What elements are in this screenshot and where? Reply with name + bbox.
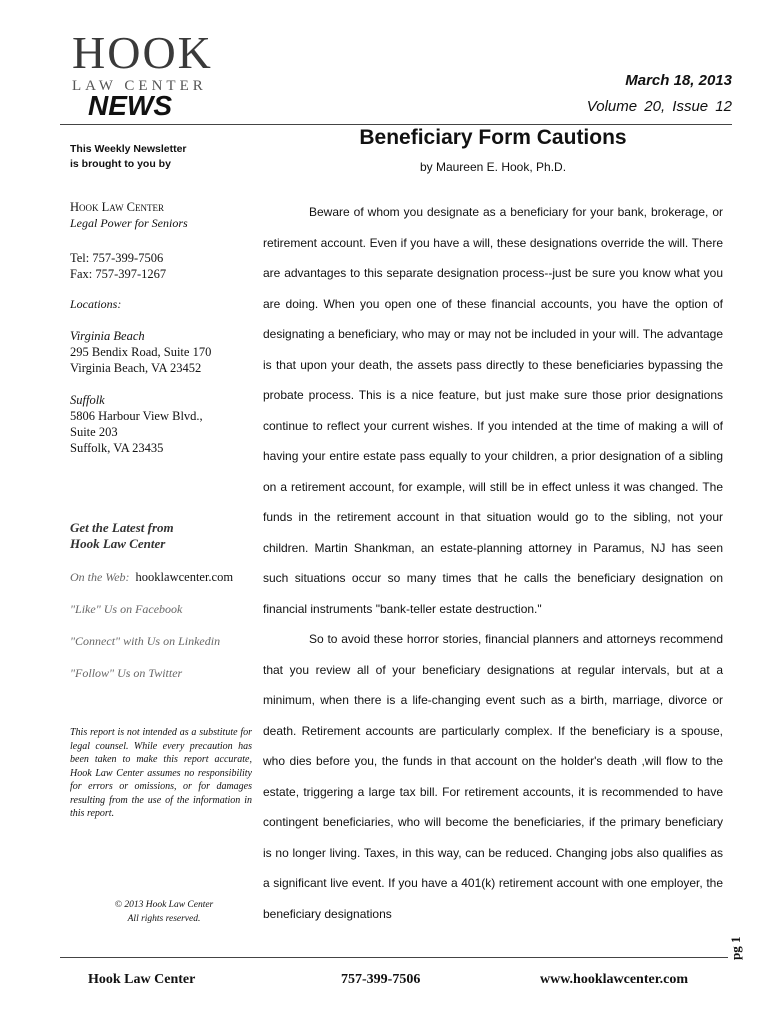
issue-date: March 18, 2013 bbox=[625, 72, 732, 89]
sidebar bbox=[70, 142, 252, 924]
article-byline: by Maureen E. Hook, Ph.D. bbox=[419, 160, 567, 174]
issue-volume: Volume 20, Issue 12 bbox=[586, 98, 732, 115]
copyright bbox=[94, 898, 234, 926]
article-body bbox=[263, 197, 723, 929]
facebook-link[interactable]: "Like" Us on Facebook bbox=[70, 602, 183, 616]
location-address-line: 295 Bendix Road, Suite 170 bbox=[70, 345, 212, 359]
brought-by-line2: is brought to you by bbox=[70, 158, 171, 170]
footer-phone: 757-399-7506 bbox=[341, 972, 421, 987]
location-name: Suffolk bbox=[70, 393, 105, 407]
location-name: Virginia Beach bbox=[70, 329, 145, 343]
get-latest-heading bbox=[70, 520, 174, 552]
location-address-line: Virginia Beach, VA 23452 bbox=[70, 361, 202, 375]
article-paragraph: Beware of whom you designate as a beneficiary for your bank, brokerage, or retirement account. Even if you have a will, these designations override the will. There are advantages to this separate designation process--just be sure you know what you are doing. When you open one of these financial accounts, you have the option of designating a beneficiary, who may or may not be included in your will. The advantage is that upon your death, the assets pass directly to these beneficiaries bypassing the probate process. This is a nice feature, but just make sure those prior designations continue to reflect your current wishes. If you intended at the time of making a will of having your entire estate pass equally to your children, a prior designation of a sibling on a retirement account, for example, will still be in effect unless it was changed. The funds in the retirement account in that situation would go to the sibling, not your children. Martin Shankman, an estate-planning attorney in Paramus, NJ has seen such situations occur so many times that he calls the beneficiary designation on financial instruments "bank-teller estate destruction." bbox=[263, 205, 723, 616]
web-url[interactable]: hooklawcenter.com bbox=[135, 570, 234, 584]
get-latest-line2: Hook Law Center bbox=[70, 536, 166, 551]
get-latest-line1: Get the Latest from bbox=[70, 520, 174, 535]
logo-news: NEWS bbox=[88, 90, 172, 121]
web-link[interactable] bbox=[70, 570, 233, 585]
location-address-line: Suffolk, VA 23435 bbox=[70, 441, 164, 455]
copyright-line1: © 2013 Hook Law Center bbox=[114, 900, 214, 910]
twitter-link[interactable]: "Follow" Us on Twitter bbox=[70, 666, 183, 680]
firm-name: Hook Law Center bbox=[70, 200, 165, 214]
brought-by-line1: This Weekly Newsletter bbox=[70, 143, 187, 155]
page-number: pg 1 bbox=[728, 936, 743, 960]
logo-hook: HOOK bbox=[72, 27, 213, 78]
header-divider bbox=[60, 124, 732, 125]
linkedin-link[interactable]: "Connect" with Us on Linkedin bbox=[70, 634, 221, 648]
location-suffolk bbox=[70, 392, 260, 456]
phone-number: Tel: 757-399-7506 bbox=[70, 251, 164, 265]
article-title: Beneficiary Form Cautions bbox=[359, 126, 627, 149]
location-address-line: 5806 Harbour View Blvd., bbox=[70, 409, 203, 423]
footer-divider bbox=[60, 957, 728, 958]
footer-website[interactable]: www.hooklawcenter.com bbox=[540, 972, 689, 987]
contact-info bbox=[70, 250, 166, 282]
fax-number: Fax: 757-397-1267 bbox=[70, 267, 167, 281]
footer-firm-name: Hook Law Center bbox=[88, 972, 196, 987]
locations-label: Locations: bbox=[70, 297, 122, 311]
location-address-line: Suite 203 bbox=[70, 425, 118, 439]
copyright-line2: All rights reserved. bbox=[127, 914, 201, 924]
article-paragraph: So to avoid these horror stories, financial planners and attorneys recommend that you review all of your beneficiary designations at regular intervals, but at a minimum, when there is a life-changing event such as a birth, marriage, divorce or death. Retirement accounts are particularly complex. If the beneficiary is a spouse, who dies before you, the funds in that account on the holder's death ,will flow to the estate, triggering a large tax bill. For retirement accounts, it is recommended to have contingent beneficiaries, who will become the beneficiaries, if the primary beneficiary is no longer living. Taxes, in this way, can be reduced. Changing jobs also qualifies as a significant live event. If you have a 401(k) retirement account with one employer, the beneficiary designations bbox=[263, 632, 723, 921]
disclaimer: This report is not intended as a substitute for legal counsel. While every precaution has been taken to make this report accurate, Hook Law Center assumes no responsibility for errors or omissions, or for damages resulting from the use of the information in this report. bbox=[70, 727, 252, 819]
logo-law-center: LAW CENTER bbox=[72, 78, 207, 94]
firm-tagline: Legal Power for Seniors bbox=[70, 216, 188, 230]
web-label: On the Web: bbox=[70, 570, 130, 584]
location-virginia-beach bbox=[70, 328, 260, 376]
